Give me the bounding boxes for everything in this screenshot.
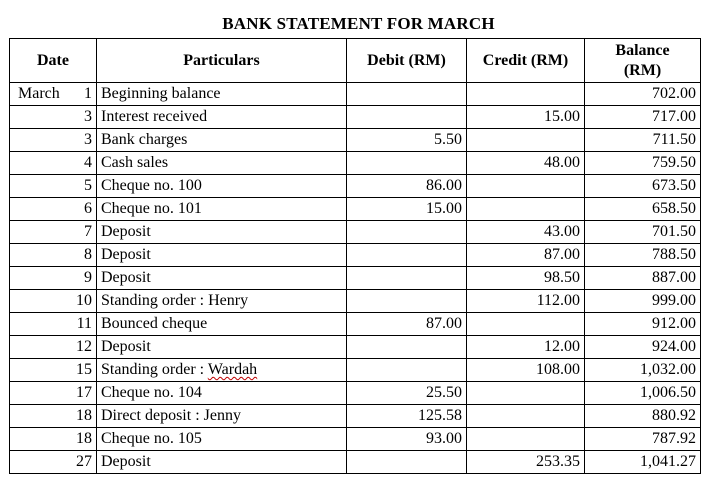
date-cell: 6: [10, 198, 97, 221]
table-row: [10, 267, 701, 290]
table-row: [10, 129, 701, 152]
table-row: [10, 428, 701, 451]
month-label: March: [18, 85, 60, 102]
particulars-cell: Deposit: [97, 221, 347, 244]
table-row: [10, 106, 701, 129]
particulars-cell: Standing order : Henry: [97, 290, 347, 313]
balance-cell: 999.00: [585, 290, 701, 313]
table-row: [10, 152, 701, 175]
debit-cell: [347, 152, 467, 175]
balance-cell: 880.92: [585, 405, 701, 428]
balance-cell: 1,032.00: [585, 359, 701, 382]
table-row: [10, 336, 701, 359]
balance-cell: 701.50: [585, 221, 701, 244]
balance-cell: 658.50: [585, 198, 701, 221]
date-cell: 18: [10, 405, 97, 428]
header-date: Date: [10, 39, 97, 83]
table-row: [10, 244, 701, 267]
balance-cell: 711.50: [585, 129, 701, 152]
particulars-cell: Cash sales: [97, 152, 347, 175]
table-row: [10, 451, 701, 474]
day-value: 1: [84, 85, 92, 102]
particulars-cell: Deposit: [97, 244, 347, 267]
table-row: [10, 198, 701, 221]
debit-cell: 87.00: [347, 313, 467, 336]
credit-cell: 15.00: [467, 106, 585, 129]
header-credit: Credit (RM): [467, 39, 585, 83]
particulars-cell: Cheque no. 100: [97, 175, 347, 198]
particulars-cell: Interest received: [97, 106, 347, 129]
header-row: [10, 39, 701, 83]
credit-cell: 43.00: [467, 221, 585, 244]
particulars-prefix: Standing order :: [101, 361, 208, 378]
credit-cell: 112.00: [467, 290, 585, 313]
date-cell: 18: [10, 428, 97, 451]
particulars-cell: Cheque no. 105: [97, 428, 347, 451]
particulars-cell: Deposit: [97, 336, 347, 359]
particulars-cell: Beginning balance: [97, 83, 347, 106]
balance-cell: 924.00: [585, 336, 701, 359]
debit-cell: [347, 336, 467, 359]
balance-cell: 1,006.50: [585, 382, 701, 405]
particulars-cell: Deposit: [97, 451, 347, 474]
balance-cell: 788.50: [585, 244, 701, 267]
debit-cell: [347, 359, 467, 382]
header-balance: [585, 39, 701, 83]
bank-statement-table: [9, 38, 701, 474]
credit-cell: 87.00: [467, 244, 585, 267]
debit-cell: 15.00: [347, 198, 467, 221]
debit-cell: [347, 244, 467, 267]
spellcheck-flagged-name: Wardah: [207, 361, 258, 378]
debit-cell: 5.50: [347, 129, 467, 152]
header-balance-line1: Balance: [615, 41, 670, 59]
credit-cell: [467, 129, 585, 152]
credit-cell: 48.00: [467, 152, 585, 175]
balance-cell: 787.92: [585, 428, 701, 451]
particulars-cell: Bounced cheque: [97, 313, 347, 336]
particulars-cell: Direct deposit : Jenny: [97, 405, 347, 428]
date-cell: 7: [10, 221, 97, 244]
header-particulars: Particulars: [97, 39, 347, 83]
header-balance-line2: (RM): [623, 61, 662, 79]
particulars-cell: Cheque no. 104: [97, 382, 347, 405]
statement-title: BANK STATEMENT FOR MARCH: [222, 14, 495, 33]
balance-cell: 912.00: [585, 313, 701, 336]
date-cell: 4: [10, 152, 97, 175]
credit-cell: 108.00: [467, 359, 585, 382]
balance-cell: 887.00: [585, 267, 701, 290]
credit-cell: [467, 198, 585, 221]
credit-cell: 12.00: [467, 336, 585, 359]
date-cell: 15: [10, 359, 97, 382]
debit-cell: [347, 451, 467, 474]
credit-cell: [467, 382, 585, 405]
credit-cell: [467, 405, 585, 428]
header-debit: Debit (RM): [347, 39, 467, 83]
date-cell: 9: [10, 267, 97, 290]
credit-cell: [467, 175, 585, 198]
table-row: [10, 313, 701, 336]
date-cell: 10: [10, 290, 97, 313]
date-cell: 27: [10, 451, 97, 474]
date-cell: 3: [10, 106, 97, 129]
particulars-cell: Deposit: [97, 267, 347, 290]
particulars-cell: [97, 359, 347, 382]
date-cell: 3: [10, 129, 97, 152]
debit-cell: [347, 267, 467, 290]
balance-cell: 1,041.27: [585, 451, 701, 474]
debit-cell: 125.58: [347, 405, 467, 428]
debit-cell: [347, 290, 467, 313]
balance-cell: 717.00: [585, 106, 701, 129]
table-row: [10, 359, 701, 382]
date-cell: [10, 83, 97, 106]
debit-cell: [347, 83, 467, 106]
table-row: [10, 221, 701, 244]
date-cell: 5: [10, 175, 97, 198]
date-cell: 17: [10, 382, 97, 405]
credit-cell: 98.50: [467, 267, 585, 290]
balance-cell: 673.50: [585, 175, 701, 198]
table-row: [10, 382, 701, 405]
balance-cell: 702.00: [585, 83, 701, 106]
date-cell: 12: [10, 336, 97, 359]
debit-cell: 25.50: [347, 382, 467, 405]
debit-cell: 86.00: [347, 175, 467, 198]
debit-cell: 93.00: [347, 428, 467, 451]
table-row: [10, 405, 701, 428]
particulars-cell: Cheque no. 101: [97, 198, 347, 221]
balance-cell: 759.50: [585, 152, 701, 175]
table-row: [10, 290, 701, 313]
table-row: [10, 175, 701, 198]
credit-cell: [467, 83, 585, 106]
debit-cell: [347, 106, 467, 129]
table-row: [10, 83, 701, 106]
date-cell: 11: [10, 313, 97, 336]
debit-cell: [347, 221, 467, 244]
credit-cell: 253.35: [467, 451, 585, 474]
credit-cell: [467, 313, 585, 336]
credit-cell: [467, 428, 585, 451]
date-cell: 8: [10, 244, 97, 267]
particulars-cell: Bank charges: [97, 129, 347, 152]
